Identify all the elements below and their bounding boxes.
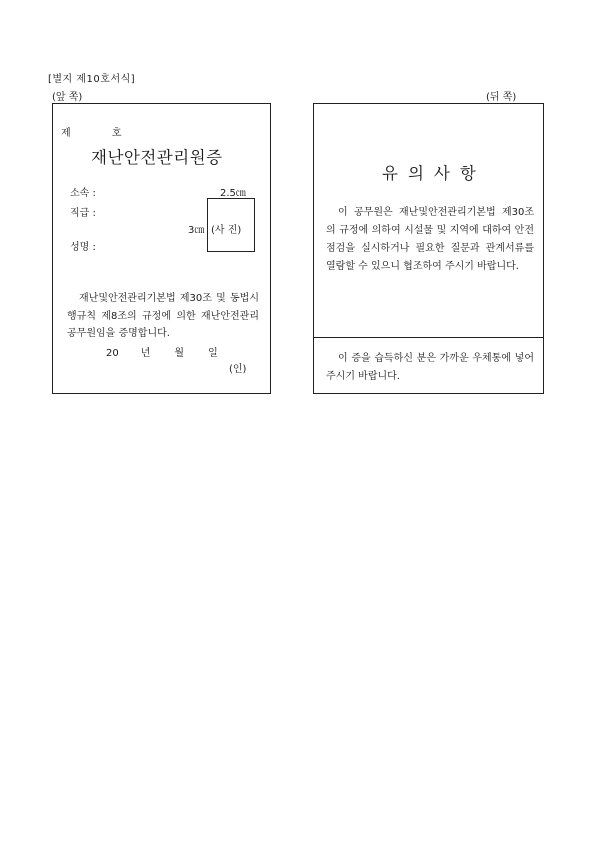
affiliation-field-label: 소속 : [70,188,96,199]
seal-label: (인) [229,364,247,375]
notice-body-content: 이 공무원은 재난및안전관리기본법 제30조의 규정에 의하여 시설물 및 지역에 대하여 안전점검을 실시하거나 필요한 질문과 관계서류를 열람할 수 있으니 협조하여 주시기 바랍니다. [326,207,534,272]
card-number-label: 제 호 [61,128,141,139]
notice-title: 유의사항 [382,164,486,183]
notice-body [326,204,534,276]
back-side-label: (뒤 쪽) [486,92,517,103]
date-day-label: 일 [208,348,218,359]
card-title: 재난안전관리원증 [91,148,223,167]
front-side-label: (앞 쪽) [52,92,83,103]
back-divider [314,337,543,338]
photo-width-label: 2.5㎝ [220,188,246,199]
form-label: [별지 제10호서식] [48,74,136,85]
photo-box [207,198,255,252]
issue-date [106,344,218,359]
id-card-front [52,103,271,394]
found-notice-content: 이 증을 습득하신 분은 가까운 우체통에 넣어 주시기 바랍니다. [326,353,534,382]
rank-field-label: 직급 : [70,208,96,219]
date-year-prefix: 20 [106,348,119,359]
photo-box-label: (사 진) [211,225,242,236]
name-field-label: 성명 : [70,242,96,253]
photo-height-label: 3㎝ [188,225,205,236]
found-notice [326,350,534,386]
id-card-back [313,103,544,394]
certification-text [67,290,259,343]
certification-text-content: 재난및안전관리기본법 제30조 및 동법시행규칙 제8조의 규정에 의한 재난안전관리공무원임을 증명합니다. [67,293,259,339]
date-month-label: 월 [174,348,185,359]
date-year-label: 년 [140,348,151,359]
